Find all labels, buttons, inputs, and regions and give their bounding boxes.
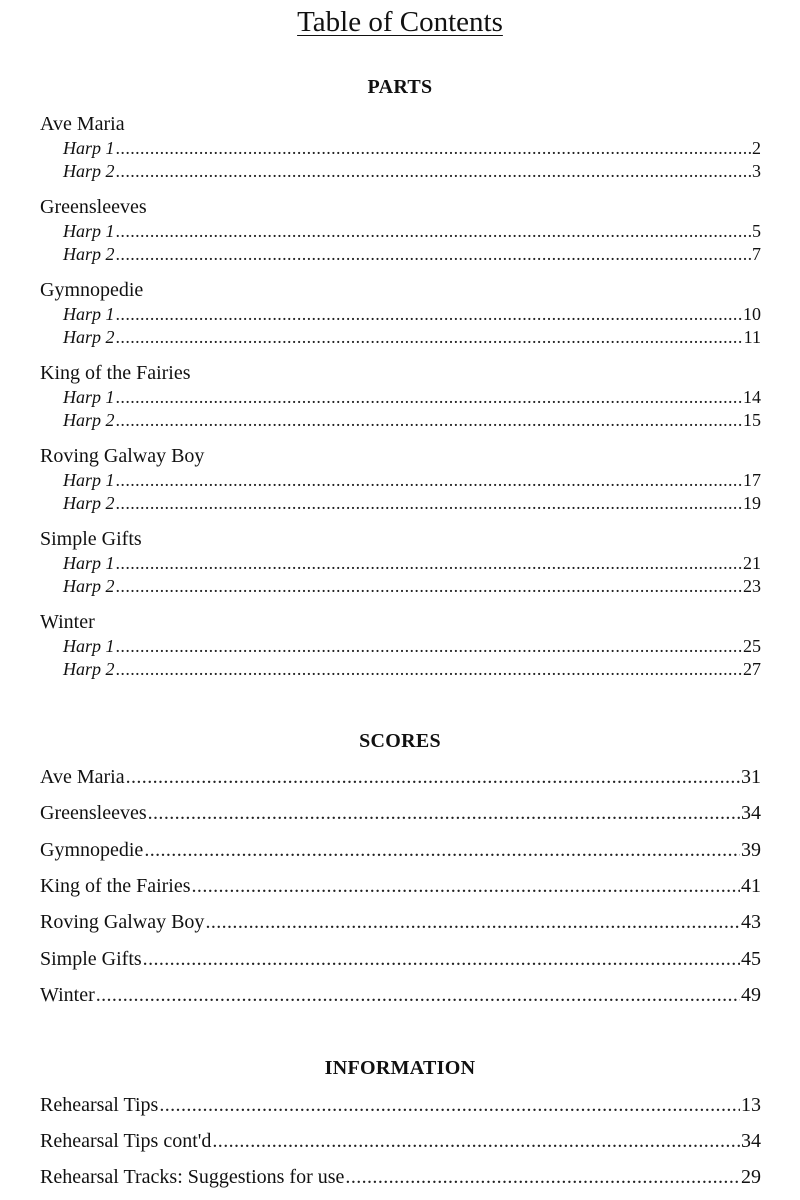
entry-label: Harp 2 xyxy=(63,327,115,347)
entry-page-number: 25 xyxy=(743,636,761,656)
entry-label: Harp 1 xyxy=(63,387,115,407)
entry-label: Roving Galway Boy xyxy=(40,911,205,933)
toc-entry[interactable] xyxy=(63,409,761,431)
dot-leader xyxy=(96,983,740,1007)
scores-heading: SCORES xyxy=(359,730,441,752)
toc-entry[interactable] xyxy=(63,469,761,491)
entry-label: Winter xyxy=(40,984,95,1006)
entry-label: Harp 1 xyxy=(63,470,115,490)
part-piece-title: King of the Fairies xyxy=(40,362,191,384)
toc-entry[interactable] xyxy=(63,326,761,348)
entry-page-number: 17 xyxy=(743,470,761,490)
part-piece-title: Winter xyxy=(40,611,95,633)
entry-label: Harp 2 xyxy=(63,410,115,430)
toc-entry[interactable] xyxy=(63,137,761,159)
entry-page-number: 39 xyxy=(741,839,761,861)
toc-entry[interactable] xyxy=(63,303,761,325)
entry-page-number: 19 xyxy=(743,493,761,513)
toc-entry[interactable] xyxy=(40,1093,761,1117)
part-piece-title: Gymnopedie xyxy=(40,279,144,301)
entry-label: Rehearsal Tips xyxy=(40,1094,159,1116)
entry-label: Ave Maria xyxy=(40,766,125,788)
dot-leader xyxy=(126,765,740,789)
parts-heading: PARTS xyxy=(367,76,433,98)
dot-leader xyxy=(116,635,742,657)
dot-leader xyxy=(345,1165,740,1189)
entry-label: Harp 2 xyxy=(63,161,115,181)
entry-page-number: 49 xyxy=(741,984,761,1006)
toc-entry[interactable] xyxy=(63,243,761,265)
toc-entry[interactable] xyxy=(40,801,761,825)
dot-leader xyxy=(116,492,742,514)
entry-label: Simple Gifts xyxy=(40,948,142,970)
dot-leader xyxy=(212,1129,740,1153)
dot-leader xyxy=(116,243,751,265)
entry-label: Harp 1 xyxy=(63,304,115,324)
toc-entry[interactable] xyxy=(40,1165,761,1189)
entry-page-number: 3 xyxy=(752,161,761,181)
entry-label: Rehearsal Tracks: Suggestions for use xyxy=(40,1166,345,1188)
toc-entry[interactable] xyxy=(40,1129,761,1153)
entry-page-number: 34 xyxy=(741,802,761,824)
part-piece-title: Ave Maria xyxy=(40,113,125,135)
entry-page-number: 14 xyxy=(743,387,761,407)
toc-entry[interactable] xyxy=(63,492,761,514)
entry-page-number: 10 xyxy=(743,304,761,324)
entry-page-number: 15 xyxy=(743,410,761,430)
entry-page-number: 13 xyxy=(741,1094,761,1116)
part-piece-title: Greensleeves xyxy=(40,196,147,218)
toc-entry[interactable] xyxy=(40,983,761,1007)
entry-page-number: 31 xyxy=(741,766,761,788)
entry-page-number: 43 xyxy=(741,911,761,933)
dot-leader xyxy=(205,910,740,934)
entry-label: Rehearsal Tips cont'd xyxy=(40,1130,212,1152)
toc-entry[interactable] xyxy=(63,552,761,574)
dot-leader xyxy=(116,552,742,574)
entry-page-number: 34 xyxy=(741,1130,761,1152)
entry-page-number: 7 xyxy=(752,244,761,264)
dot-leader xyxy=(116,409,742,431)
toc-entry[interactable] xyxy=(40,874,761,898)
toc-entry[interactable] xyxy=(63,575,761,597)
dot-leader xyxy=(116,326,743,348)
entry-page-number: 45 xyxy=(741,948,761,970)
entry-label: Gymnopedie xyxy=(40,839,144,861)
dot-leader xyxy=(148,801,740,825)
toc-entry[interactable] xyxy=(63,658,761,680)
entry-page-number: 23 xyxy=(743,576,761,596)
page-title xyxy=(0,4,800,40)
dot-leader xyxy=(116,137,751,159)
toc-entry[interactable] xyxy=(63,160,761,182)
entry-label: Harp 2 xyxy=(63,659,115,679)
dot-leader xyxy=(143,947,740,971)
entry-page-number: 21 xyxy=(743,553,761,573)
entry-page-number: 2 xyxy=(752,138,761,158)
entry-label: Harp 2 xyxy=(63,576,115,596)
dot-leader xyxy=(116,220,751,242)
entry-label: Harp 1 xyxy=(63,221,115,241)
dot-leader xyxy=(116,469,742,491)
toc-entry[interactable] xyxy=(40,947,761,971)
entry-label: Harp 1 xyxy=(63,553,115,573)
entry-label: Harp 1 xyxy=(63,636,115,656)
entry-page-number: 11 xyxy=(743,327,761,347)
part-piece-title: Roving Galway Boy xyxy=(40,445,205,467)
entry-page-number: 29 xyxy=(741,1166,761,1188)
entry-label: Greensleeves xyxy=(40,802,147,824)
toc-entry[interactable] xyxy=(40,910,761,934)
dot-leader xyxy=(116,303,742,325)
toc-entry[interactable] xyxy=(63,635,761,657)
information-heading: INFORMATION xyxy=(324,1057,476,1079)
toc-entry[interactable] xyxy=(40,838,761,862)
dot-leader xyxy=(159,1093,740,1117)
toc-entry[interactable] xyxy=(40,765,761,789)
entry-page-number: 5 xyxy=(752,221,761,241)
toc-entry[interactable] xyxy=(63,220,761,242)
entry-page-number: 41 xyxy=(741,875,761,897)
dot-leader xyxy=(116,575,742,597)
toc-entry[interactable] xyxy=(63,386,761,408)
part-piece-title: Simple Gifts xyxy=(40,528,142,550)
dot-leader xyxy=(144,838,740,862)
page-title-text: Table of Contents xyxy=(297,6,503,38)
entry-page-number: 27 xyxy=(743,659,761,679)
dot-leader xyxy=(116,160,751,182)
entry-label: Harp 2 xyxy=(63,244,115,264)
dot-leader xyxy=(116,386,742,408)
dot-leader xyxy=(192,874,740,898)
entry-label: Harp 1 xyxy=(63,138,115,158)
dot-leader xyxy=(116,658,742,680)
entry-label: King of the Fairies xyxy=(40,875,191,897)
entry-label: Harp 2 xyxy=(63,493,115,513)
